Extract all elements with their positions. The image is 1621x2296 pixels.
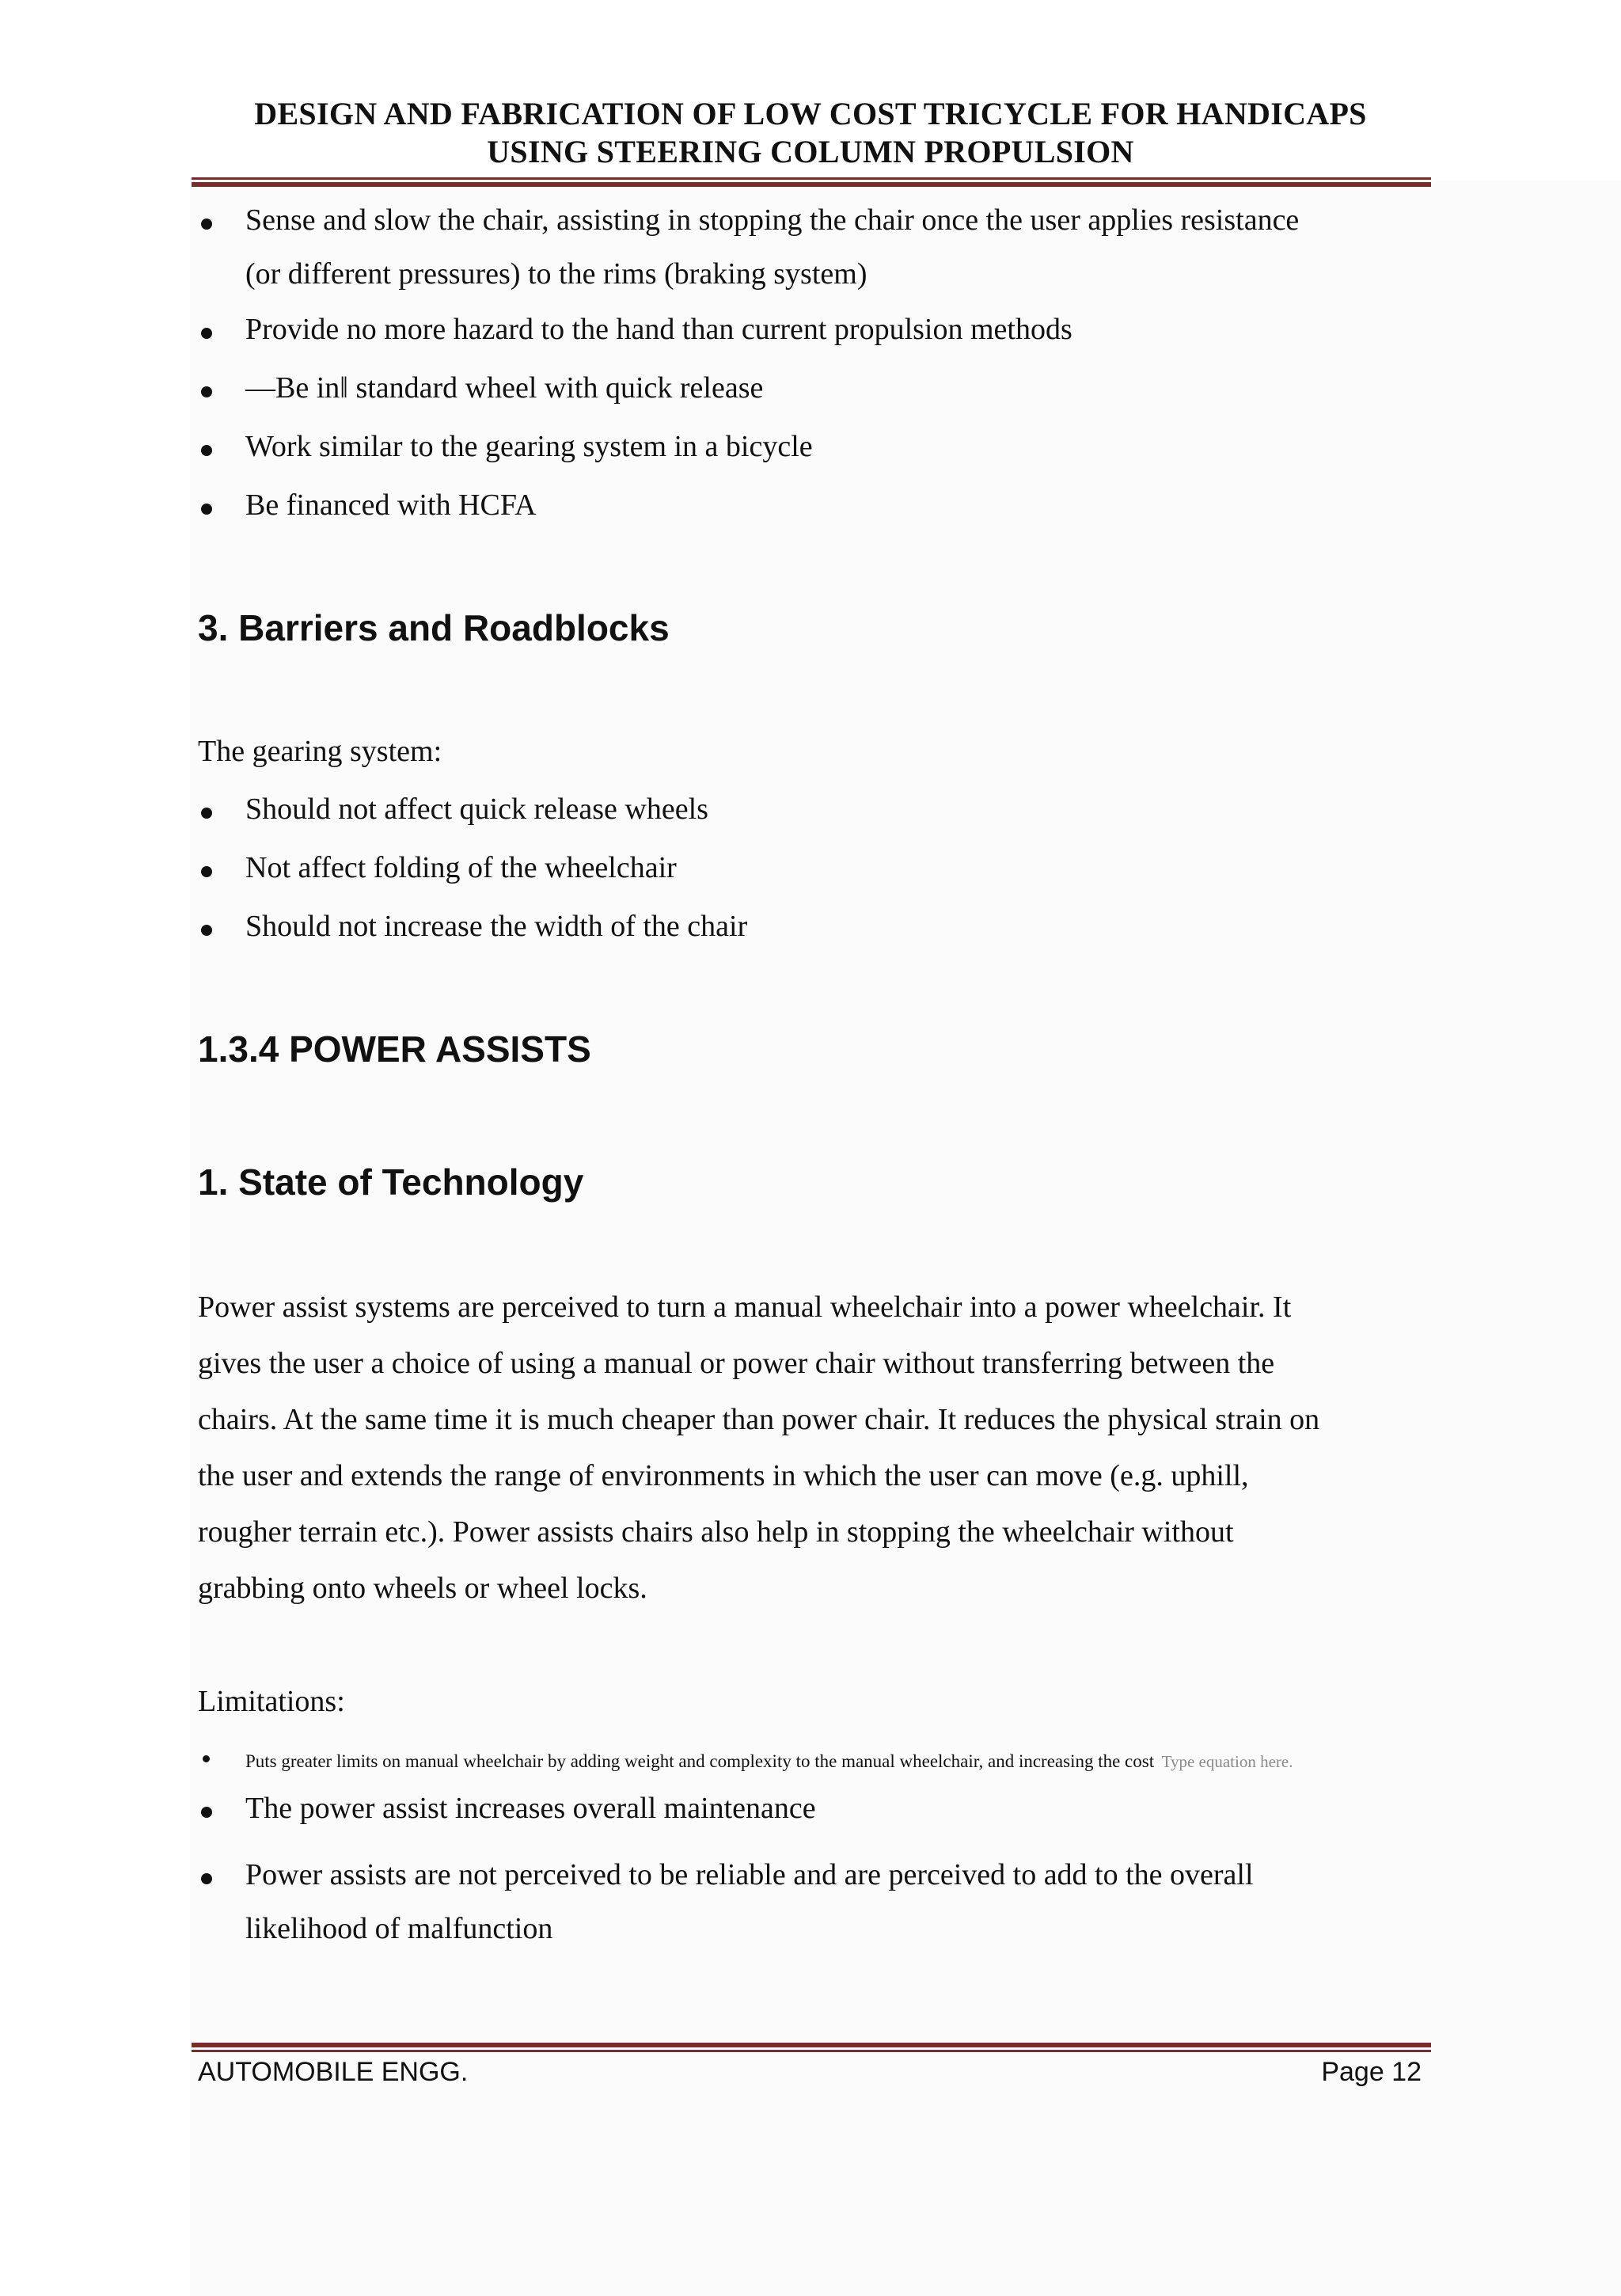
section-intro: The gearing system: [198, 735, 442, 768]
bullet-icon [201, 504, 212, 515]
list-item-text: —Be in‖ standard wheel with quick release [245, 371, 764, 405]
page-number: Page 12 [1321, 2057, 1422, 2087]
equation-placeholder: Type equation here. [1161, 1752, 1293, 1771]
bullet-icon [203, 1755, 210, 1762]
list-item-text: Power assists are not perceived to be reliable and are perceived to add to the overall [245, 1858, 1254, 1891]
list-item-text: Sense and slow the chair, assisting in stopping the chair once the user applies resistance [245, 203, 1300, 237]
bullet-icon [201, 386, 212, 397]
section-heading: 1. State of Technology [198, 1161, 584, 1203]
bullet-icon [201, 925, 212, 936]
bullet-icon [201, 808, 212, 819]
footer-rule-thin [192, 2050, 1431, 2052]
body-paragraph [198, 1279, 1429, 1617]
list-item-text: Be financed with HCFA [245, 488, 537, 522]
bullet-icon [201, 866, 212, 877]
list-item-text: Not affect folding of the wheelchair [245, 851, 677, 884]
bullet-icon [201, 1807, 212, 1818]
list-item-text: likelihood of malfunction [245, 1912, 553, 1945]
paragraph-line: the user and extends the range of environments in which the user can move (e.g. uphill, [198, 1459, 1249, 1492]
list-item-text: (or different pressures) to the rims (braking system) [245, 257, 867, 291]
section-heading: 1.3.4 POWER ASSISTS [198, 1028, 591, 1070]
list-item-text: Work similar to the gearing system in a bicycle [245, 430, 813, 463]
document-header [0, 95, 1621, 171]
list-item-text: Puts greater limits on manual wheelchair by adding weight and complexity to the manual wheelchair, and increasing the cost [245, 1751, 1155, 1771]
section-heading: 3. Barriers and Roadblocks [198, 607, 670, 648]
bullet-icon [201, 219, 212, 230]
footer-rule-thick [192, 2043, 1431, 2047]
paragraph-line: rougher terrain etc.). Power assists chairs also help in stopping the wheelchair without [198, 1515, 1234, 1549]
paragraph-line: grabbing onto wheels or wheel locks. [198, 1572, 647, 1605]
header-line-2: USING STEERING COLUMN PROPULSION [487, 134, 1134, 169]
header-rule-thick [192, 182, 1431, 187]
paragraph-line: Power assist systems are perceived to turn a manual wheelchair into a power wheelchair. It [198, 1291, 1292, 1324]
limitations-label: Limitations: [198, 1685, 345, 1718]
paragraph-line: gives the user a choice of using a manual or power chair without transferring between the [198, 1347, 1275, 1380]
bullet-icon [201, 445, 212, 456]
bullet-icon [201, 1873, 212, 1884]
bullet-icon [201, 328, 212, 339]
list-item-text: Should not increase the width of the chair [245, 910, 748, 943]
list-item-text: Provide no more hazard to the hand than current propulsion methods [245, 313, 1072, 346]
list-item-text: The power assist increases overall maintenance [245, 1792, 816, 1825]
header-rule-thin [192, 177, 1431, 180]
list-item-text: Should not affect quick release wheels [245, 793, 708, 826]
header-line-1: DESIGN AND FABRICATION OF LOW COST TRICYCLE FOR HANDICAPS [254, 96, 1367, 131]
paragraph-line: chairs. At the same time it is much cheaper than power chair. It reduces the physical strain on [198, 1403, 1320, 1436]
footer-department: AUTOMOBILE ENGG. [198, 2057, 469, 2087]
